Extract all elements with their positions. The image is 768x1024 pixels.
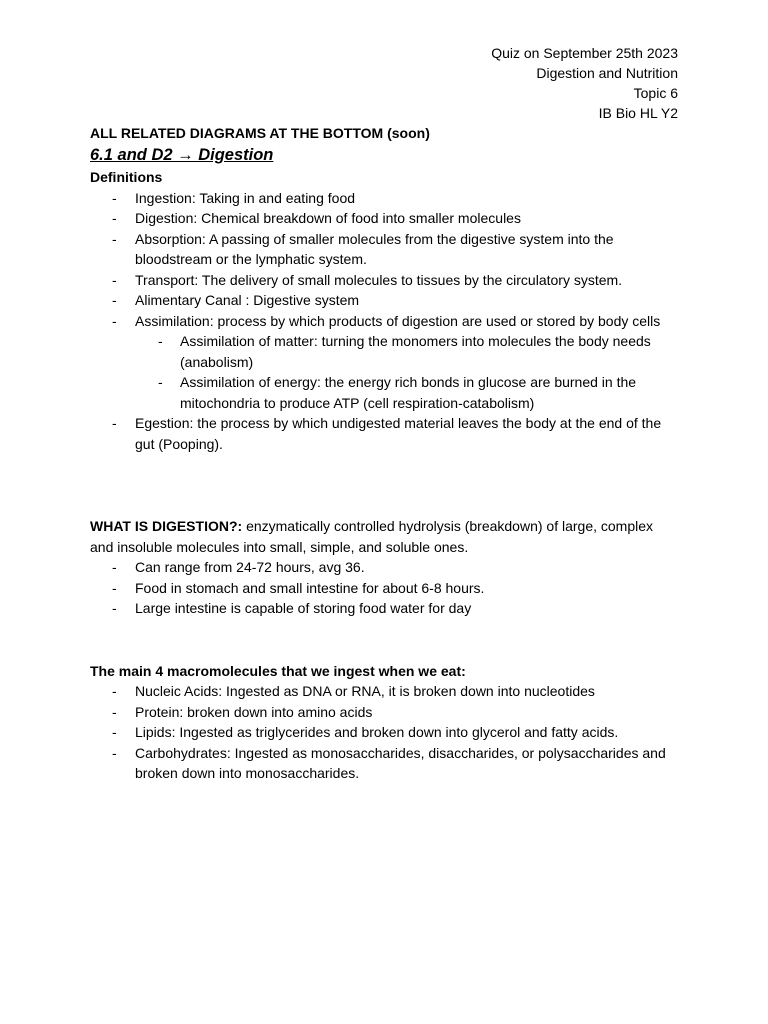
subject: Digestion and Nutrition	[536, 65, 678, 81]
macromolecules-list	[90, 681, 678, 784]
list-item: - Egestion: the process by which undigested material leaves the body at the end of the gut (Pooping).	[112, 415, 662, 452]
spacer	[90, 454, 678, 516]
dash-bullet: -	[158, 374, 163, 390]
egestion-list	[90, 413, 678, 454]
spacer	[90, 619, 678, 660]
what-is-digestion-text: enzymatically controlled hydrolysis (breakdown) of large, complex and insoluble molecules into small, simple, and soluble ones.	[90, 518, 654, 555]
what-is-digestion-label: WHAT IS DIGESTION?:	[90, 518, 243, 534]
list-item: - Can range from 24-72 hours, avg 36.	[90, 557, 678, 578]
list-item: - Carbohydrates: Ingested as monosaccharides, disaccharides, or polysaccharides and broken down into monosaccharides.	[112, 744, 666, 781]
definitions-heading: Definitions	[90, 169, 163, 185]
list-item: - Alimentary Canal : Digestive system	[90, 290, 678, 311]
list-item: - Transport: The delivery of small molecules to tissues by the circulatory system.	[90, 270, 678, 291]
list-item: - Food in stomach and small intestine for about 6-8 hours.	[90, 578, 678, 599]
dash-bullet: -	[112, 724, 117, 740]
list-item: - Lipids: Ingested as triglycerides and broken down into glycerol and fatty acids.	[90, 722, 678, 743]
list-item: - Absorption: A passing of smaller molecules from the digestive system into the bloodstream or the lymphatic system.	[112, 230, 614, 267]
quiz-date: Quiz on September 25th 2023	[491, 45, 678, 61]
list-item: - Protein: broken down into amino acids	[90, 702, 678, 723]
dash-bullet: -	[112, 579, 117, 596]
list-item: - Large intestine is capable of storing food water for day	[90, 598, 678, 619]
document-header	[90, 43, 678, 123]
what-is-digestion-paragraph	[90, 516, 678, 557]
course: IB Bio HL Y2	[598, 105, 678, 121]
list-item: - Nucleic Acids: Ingested as DNA or RNA, it is broken down into nucleotides	[90, 681, 678, 702]
dash-bullet: -	[158, 333, 163, 349]
macromolecules-heading: The main 4 macromolecules that we ingest when we eat:	[90, 662, 466, 679]
definitions-list	[90, 188, 678, 332]
diagrams-note: ALL RELATED DIAGRAMS AT THE BOTTOM (soon)	[90, 125, 430, 141]
list-item: - Assimilation: process by which products of digestion are used or stored by body cells	[90, 311, 678, 332]
dash-bullet: -	[112, 210, 117, 226]
dash-bullet: -	[112, 600, 117, 616]
topic: Topic 6	[633, 85, 678, 101]
list-item: - Assimilation of energy: the energy rich bonds in glucose are burned in the mitochondria to produce ATP (cell respiration-catabolism)	[158, 374, 637, 411]
assimilation-sublist	[90, 331, 678, 413]
dash-bullet: -	[112, 703, 117, 720]
dash-bullet: -	[112, 683, 117, 699]
dash-bullet: -	[112, 744, 117, 761]
digestion-facts-list	[90, 557, 678, 619]
list-item: - Ingestion: Taking in and eating food	[90, 188, 678, 209]
dash-bullet: -	[112, 271, 117, 288]
list-item: - Digestion: Chemical breakdown of food into smaller molecules	[90, 208, 678, 229]
dash-bullet: -	[112, 415, 117, 431]
dash-bullet: -	[112, 292, 117, 308]
document-page	[90, 43, 678, 784]
section-title: 6.1 and D2 → Digestion	[90, 146, 274, 164]
dash-bullet: -	[112, 230, 117, 247]
list-item: - Assimilation of matter: turning the monomers into molecules the body needs (anabolism)	[158, 333, 651, 370]
dash-bullet: -	[112, 559, 117, 575]
dash-bullet: -	[112, 312, 117, 329]
dash-bullet: -	[112, 189, 117, 206]
